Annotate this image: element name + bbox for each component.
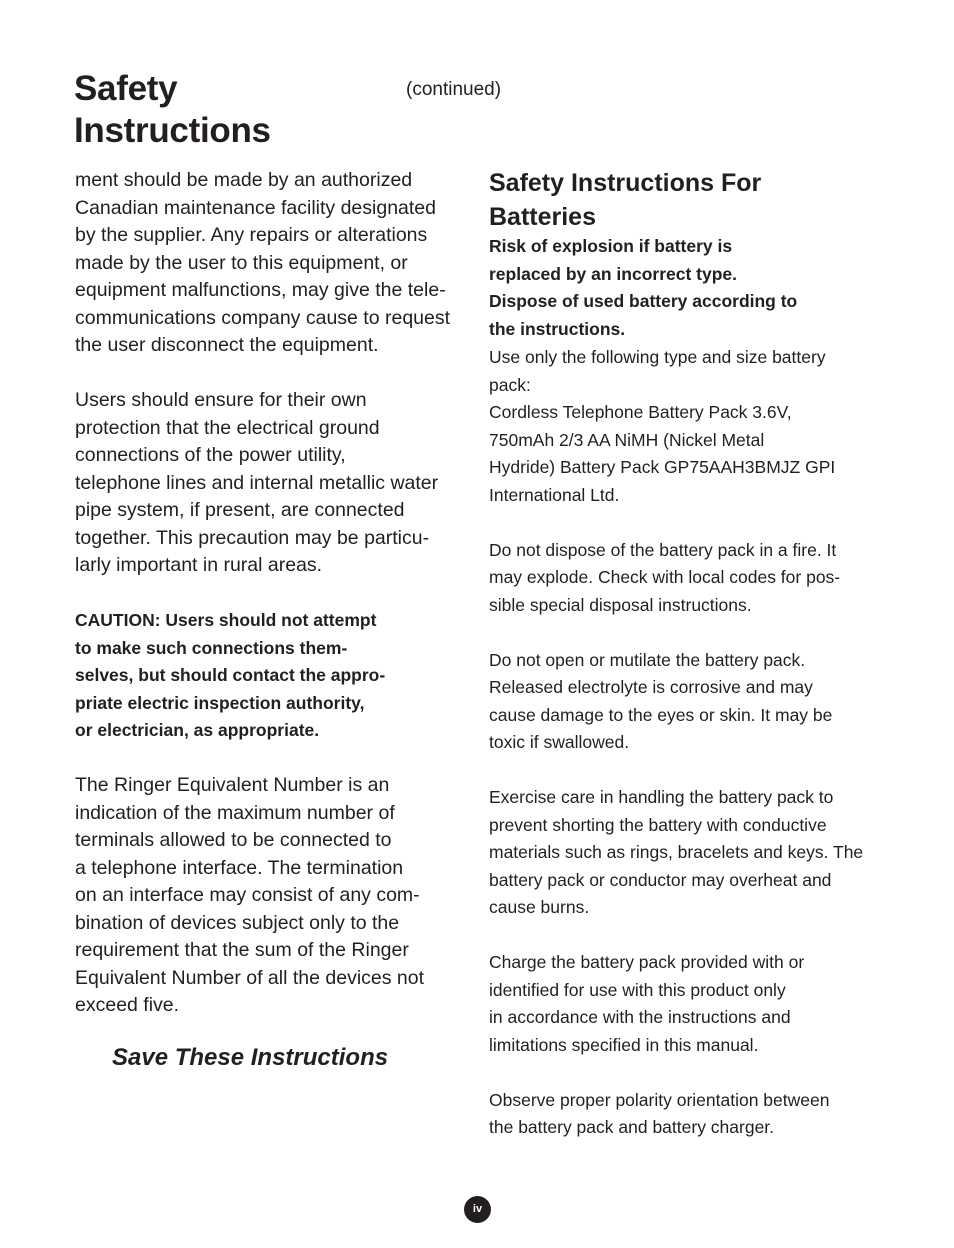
continued-label: (continued) xyxy=(406,79,502,100)
right-column xyxy=(489,344,889,1142)
heading-line-2: Batteries xyxy=(489,203,596,231)
text-line: requirement that the sum of the Ringer xyxy=(75,939,409,961)
text-line: Observe proper polarity orientation between xyxy=(489,1089,830,1110)
left-paragraph-1 xyxy=(75,167,470,360)
text-line: Users should ensure for their own xyxy=(75,389,367,411)
caution-line: priate electric inspection authority, xyxy=(75,692,365,713)
text-line: Charge the battery pack provided with or xyxy=(489,952,805,972)
text-line: Canadian maintenance facility designated xyxy=(75,196,436,219)
text-line: limitations specified in this manual. xyxy=(489,1034,759,1055)
page-title-line-1: Safety xyxy=(74,69,178,108)
text-line: protection that the electrical ground xyxy=(75,416,380,439)
page-number-badge: iv xyxy=(464,1196,491,1223)
left-column xyxy=(75,167,470,1020)
warning-line: replaced by an incorrect type. xyxy=(489,263,738,284)
right-paragraph-2 xyxy=(489,537,889,620)
text-line: prevent shorting the battery with conductive xyxy=(489,814,827,835)
text-line: together. This precaution may be particu- xyxy=(75,526,430,549)
warning-line: Risk of explosion if battery is xyxy=(489,236,733,256)
text-line: ment should be made by an authorized xyxy=(75,169,413,191)
text-line: Released electrolyte is corrosive and may xyxy=(489,677,813,697)
text-line: sible special disposal instructions. xyxy=(489,594,752,615)
text-line: larly important in rural areas. xyxy=(75,554,323,576)
page-title-line-2: Instructions xyxy=(74,111,271,150)
text-line: connections of the power utility, xyxy=(75,444,346,466)
right-paragraph-6 xyxy=(489,1087,889,1142)
right-paragraph-3 xyxy=(489,647,889,757)
text-line: cause burns. xyxy=(489,897,590,917)
text-line: Do not dispose of the battery pack in a fire. It xyxy=(489,539,837,560)
text-line: the battery pack and battery charger. xyxy=(489,1117,775,1137)
warning-line: the instructions. xyxy=(489,318,626,339)
caution-line: selves, but should contact the appro- xyxy=(75,665,386,685)
text-line: pack: xyxy=(489,374,531,395)
explosion-warning xyxy=(489,233,797,343)
left-paragraph-3 xyxy=(75,772,470,1020)
text-line: cause damage to the eyes or skin. It may be xyxy=(489,704,833,725)
text-line: pipe system, if present, are connected xyxy=(75,499,405,521)
text-line: equipment malfunctions, may give the tele- xyxy=(75,279,446,301)
text-line: on an interface may consist of any com- xyxy=(75,884,420,906)
text-line: International Ltd. xyxy=(489,484,620,505)
text-line: Cordless Telephone Battery Pack 3.6V, xyxy=(489,402,792,422)
caution-line: CAUTION: Users should not attempt xyxy=(75,610,377,630)
text-line: identified for use with this product only xyxy=(489,979,786,1000)
text-line: made by the user to this equipment, or xyxy=(75,251,408,274)
text-line: may explode. Check with local codes for pos- xyxy=(489,567,841,587)
text-line: in accordance with the instructions and xyxy=(489,1007,791,1027)
text-line: telephone lines and internal metallic water xyxy=(75,471,439,494)
text-line: a telephone interface. The termination xyxy=(75,856,404,879)
text-line: the user disconnect the equipment. xyxy=(75,334,379,356)
right-paragraph-4 xyxy=(489,784,889,922)
battery-section-heading xyxy=(489,166,761,234)
caution-line: or electrician, as appropriate. xyxy=(75,720,320,740)
text-line: toxic if swallowed. xyxy=(489,732,630,752)
save-instructions-note: Save These Instructions xyxy=(112,1044,389,1071)
right-paragraph-5 xyxy=(489,949,889,1059)
text-line: bination of devices subject only to the xyxy=(75,911,400,934)
text-line: indication of the maximum number of xyxy=(75,801,395,824)
left-paragraph-2 xyxy=(75,387,470,580)
page-title xyxy=(74,68,271,152)
text-line: battery pack or conductor may overheat and xyxy=(489,869,832,890)
text-line: 750mAh 2/3 AA NiMH (Nickel Metal xyxy=(489,429,765,450)
text-line: Use only the following type and size battery xyxy=(489,347,826,367)
warning-line: Dispose of used battery according to xyxy=(489,291,798,311)
caution-notice xyxy=(75,607,470,745)
text-line: materials such as rings, bracelets and keys. The xyxy=(489,842,864,862)
right-paragraph-1 xyxy=(489,344,889,509)
text-line: Equivalent Number of all the devices not xyxy=(75,966,425,989)
text-line: Exercise care in handling the battery pack to xyxy=(489,787,834,807)
heading-line-1: Safety Instructions For xyxy=(489,169,762,197)
text-line: exceed five. xyxy=(75,994,180,1016)
text-line: The Ringer Equivalent Number is an xyxy=(75,774,390,796)
text-line: by the supplier. Any repairs or alterations xyxy=(75,224,428,246)
text-line: Hydride) Battery Pack GP75AAH3BMJZ GPI xyxy=(489,457,836,477)
caution-line: to make such connections them- xyxy=(75,637,348,658)
text-line: Do not open or mutilate the battery pack. xyxy=(489,649,806,670)
text-line: terminals allowed to be connected to xyxy=(75,829,392,851)
text-line: communications company cause to request xyxy=(75,306,451,329)
